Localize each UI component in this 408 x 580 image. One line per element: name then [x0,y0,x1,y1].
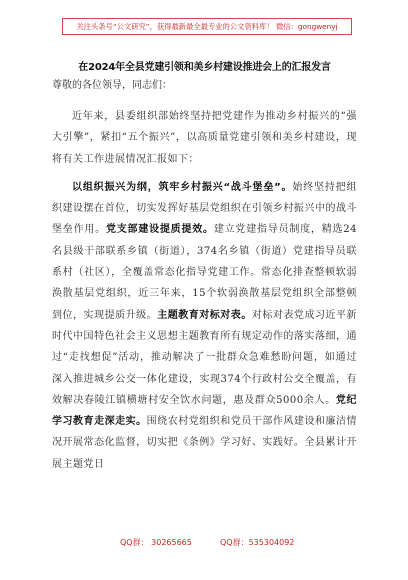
footer-qq-group-1: QQ群： 30265665 [120,538,192,547]
intro-paragraph: 近年来，县委组织部始终坚持把党建作为推动乡村振兴的“强大引擎”，紧扣“五个振兴”，以高质量党建引领和美乡村建设，现将有关工作进展情况汇报如下： [52,111,357,165]
point3-heading: 党纪学习教育走深走实。 [52,394,358,428]
point2-heading: 主题教育对标对表。 [157,309,252,321]
point2-text: 对标对表党成习近平新时代中国特色社会主义思想主题教育所有规定动作的落实落细，通过“走找想促”活动，推动解决了一批群众急难愁盼问题，如通过深入推进城乡公交一体化建设，实现374个行政村公交全覆盖，有效解决春陵江镇横塘村安全饮水问题，惠及群众5000余人。 [52,309,358,406]
document-title: 在2024年全县党建引领和美乡村建设推进会上的汇报发言 [78,62,331,73]
salutation: 尊敬的各位领导，同志们： [52,80,172,91]
header-banner: 关注头条号“公文研究”，获得最新最全最专业的公文资料库！ 微信：gongwenyj [62,18,352,35]
document-body [52,60,357,475]
point1-heading: 党支部建设提质提效。 [105,224,214,236]
section1-lead: 始终坚持把组织建设摆在首位，切实发挥好基层党组织在引领乡村振兴中的战斗堡垒作用。 [52,181,357,236]
section1-heading: 以组织振兴为纲，筑牢乡村振兴“战斗堡垒”。 [72,181,293,193]
point1-text: 建立党建指导员制度，精选24名县级干部联系乡镇（街道），374名乡镇（街道）党建指导员联系村（社区），全覆盖常态化指导党建工作。常态化排查整顿软弱涣散基层党组织，近三年来，15个软弱涣散基层党组织全部整顿到位，实现提质升级。 [52,224,358,321]
footer-qq-group-2: QQ群：535304092 [220,538,295,547]
section1-paragraph [52,177,357,475]
footer [0,537,408,551]
point3-text: 围绕农村党组织和党员干部作风建设和廉洁情况开展常态化监督，切实把《条例》学习好、实践好。全县累计开展主题党日 [52,416,358,470]
